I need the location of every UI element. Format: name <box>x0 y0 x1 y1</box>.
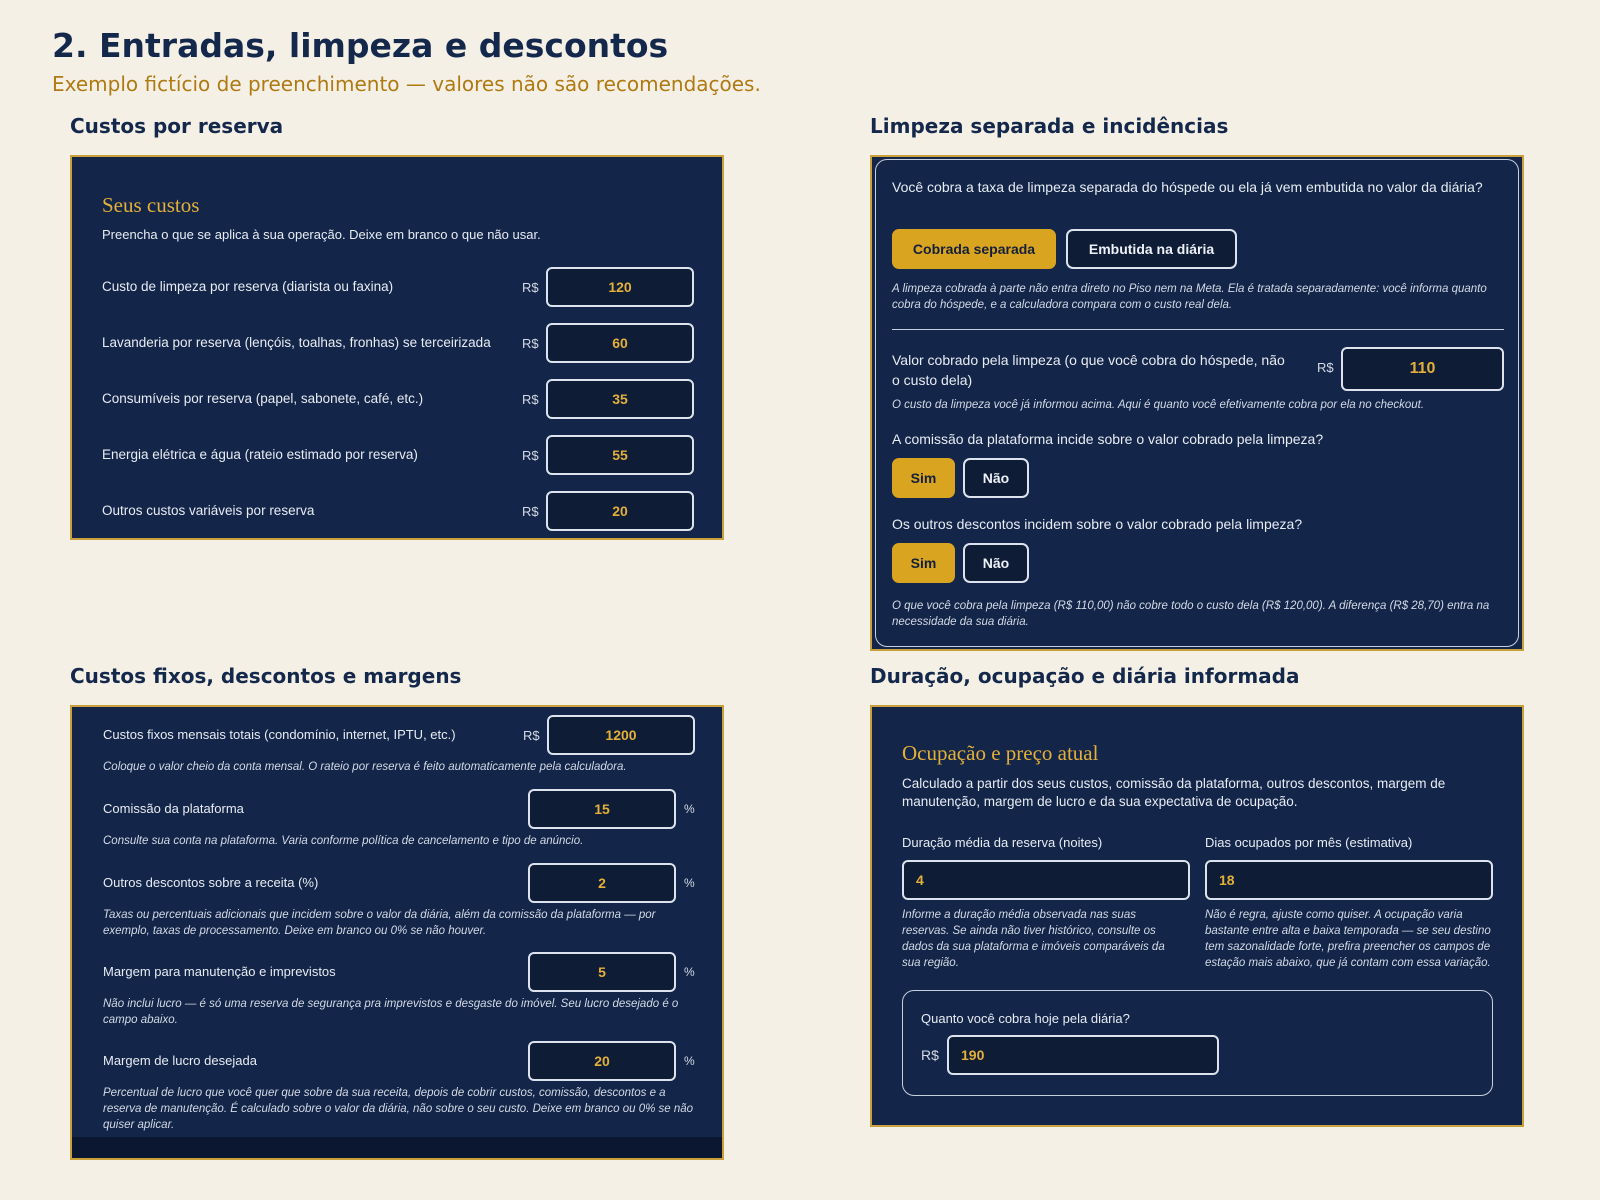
outros-custos-input[interactable]: 20 <box>546 491 694 531</box>
currency-label: R$ <box>522 448 539 463</box>
dias-input[interactable]: 18 <box>1205 860 1493 900</box>
dias-note: Não é regra, ajuste como quiser. A ocupação varia bastante entre alta e baixa temporada — se seu destino tem sazonalidade forte, prefira preencher os campos de estação mais abaixo, que já contam com essa variação. <box>1205 909 1491 969</box>
energia-input[interactable]: 55 <box>546 435 694 475</box>
manutencao-label: Margem para manutenção e imprevistos <box>103 964 336 979</box>
custo-limpeza-label: Custo de limpeza por reserva (diarista ou faxina) <box>102 279 394 294</box>
currency-label: R$ <box>522 504 539 519</box>
consumiveis-label: Consumíveis por reserva (papel, sabonete, café, etc.) <box>102 391 424 406</box>
valor-limpeza-note: O custo da limpeza você já informou acima. Aqui é quanto você efetivamente cobra por ela no checkout. <box>892 399 1425 411</box>
currency-label: R$ <box>921 1047 939 1063</box>
custos-intro: Preencha o que se aplica à sua operação. Deixe em branco o que não usar. <box>102 227 541 242</box>
panel-custos-reserva <box>70 155 724 540</box>
valor-limpeza-input[interactable]: 110 <box>1341 347 1504 391</box>
currency-label: R$ <box>522 336 539 351</box>
comissao-input[interactable]: 15 <box>528 789 676 829</box>
panel-limpeza <box>870 155 1524 651</box>
comissao-sim-button[interactable]: Sim <box>892 458 955 498</box>
manutencao-note: Não inclui lucro — é só uma reserva de segurança pra imprevistos e desgaste do imóvel. Seu lucro desejado é o campo abaixo. <box>103 998 679 1026</box>
custos-fixos-input[interactable]: 1200 <box>547 715 695 755</box>
page-title: 2. Entradas, limpeza e descontos <box>52 26 669 65</box>
manutencao-input[interactable]: 5 <box>528 952 676 992</box>
dias-label: Dias ocupados por mês (estimativa) <box>1205 835 1413 850</box>
limpeza-divider <box>892 329 1504 330</box>
consumiveis-input[interactable]: 35 <box>546 379 694 419</box>
comissao-note: Consulte sua conta na plataforma. Varia conforme política de cancelamento e tipo de anúncio. <box>103 835 584 847</box>
diaria-input[interactable]: 190 <box>947 1035 1219 1075</box>
currency-label: R$ <box>523 728 540 743</box>
limpeza-note-separada: A limpeza cobrada à parte não entra direto no Piso nem na Meta. Ela é tratada separadamente: você informa quanto cobra do hóspede, e a calculadora compara com o custo real dela. <box>892 283 1487 311</box>
outros-descontos-label: Outros descontos sobre a receita (%) <box>103 875 319 890</box>
duracao-input[interactable]: 4 <box>902 860 1190 900</box>
panel-bottom-shade <box>72 1137 724 1160</box>
percent-label: % <box>684 876 695 890</box>
panel-heading-ocupacao: Ocupação e preço atual <box>902 741 1099 765</box>
section-title-custos-reserva: Custos por reserva <box>70 114 284 138</box>
descontos-limpeza-question: Os outros descontos incidem sobre o valor cobrado pela limpeza? <box>892 516 1303 532</box>
lucro-input[interactable]: 20 <box>528 1041 676 1081</box>
lavanderia-input[interactable]: 60 <box>546 323 694 363</box>
page-subtitle: Exemplo fictício de preenchimento — valores não são recomendações. <box>52 72 761 96</box>
currency-label: R$ <box>522 392 539 407</box>
percent-label: % <box>684 1054 695 1068</box>
panel-ocupacao <box>870 705 1524 1127</box>
limpeza-question: Você cobra a taxa de limpeza separada do hóspede ou ela já vem embutida no valor da diária? <box>892 179 1483 195</box>
comissao-label: Comissão da plataforma <box>103 801 244 816</box>
comissao-limpeza-question: A comissão da plataforma incide sobre o valor cobrado pela limpeza? <box>892 431 1324 447</box>
lucro-label: Margem de lucro desejada <box>103 1053 257 1068</box>
energia-label: Energia elétrica e água (rateio estimado por reserva) <box>102 447 418 462</box>
percent-label: % <box>684 802 695 816</box>
percent-label: % <box>684 965 695 979</box>
section-title-fixos: Custos fixos, descontos e margens <box>70 664 462 688</box>
embutida-diaria-button[interactable]: Embutida na diária <box>1066 229 1237 269</box>
descontos-sim-button[interactable]: Sim <box>892 543 955 583</box>
currency-label: R$ <box>522 280 539 295</box>
descontos-nao-button[interactable]: Não <box>963 543 1029 583</box>
cobrada-separada-button[interactable]: Cobrada separada <box>892 229 1056 269</box>
section-title-limpeza: Limpeza separada e incidências <box>870 114 1229 138</box>
currency-label: R$ <box>1317 360 1334 375</box>
outros-descontos-note: Taxas ou percentuais adicionais que incidem sobre o valor da diária, além da comissão da plataforma — por exemplo, taxas de processamento. Deixe em branco ou 0% se não houver. <box>103 909 656 937</box>
lucro-note: Percentual de lucro que você quer que sobre da sua receita, depois de cobrir custos, comissão, descontos e a reserva de manutenção. É calculado sobre o valor da diária, não sobre o seu custo. Deixe em branco ou 0% se não quiser aplicar. <box>103 1087 694 1131</box>
section-title-duracao: Duração, ocupação e diária informada <box>870 664 1300 688</box>
ocupacao-intro: Calculado a partir dos seus custos, comissão da plataforma, outros descontos, margem de manutenção, margem de lucro e da sua expectativa de ocupação. <box>902 776 1446 809</box>
custo-limpeza-input[interactable]: 120 <box>546 267 694 307</box>
comissao-nao-button[interactable]: Não <box>963 458 1029 498</box>
limpeza-diferenca-note: O que você cobra pela limpeza (R$ 110,00) não cobre todo o custo dela (R$ 120,00). A diferença (R$ 28,70) entra na necessidade da sua diária. <box>892 600 1490 628</box>
panel-fixos <box>70 705 724 1160</box>
panel-heading-seus-custos: Seus custos <box>102 193 200 217</box>
custos-fixos-note: Coloque o valor cheio da conta mensal. O rateio por reserva é feito automaticamente pela calculadora. <box>103 761 627 773</box>
duracao-label: Duração média da reserva (noites) <box>902 835 1103 850</box>
outros-descontos-input[interactable]: 2 <box>528 863 676 903</box>
diaria-label: Quanto você cobra hoje pela diária? <box>921 1011 1130 1026</box>
duracao-note: Informe a duração média observada nas suas reservas. Se ainda não tiver histórico, consulte os dados da sua plataforma e imóveis comparáveis da sua região. <box>902 909 1165 969</box>
lavanderia-label: Lavanderia por reserva (lençóis, toalhas, fronhas) se terceirizada <box>102 335 491 350</box>
valor-limpeza-label: Valor cobrado pela limpeza (o que você cobra do hóspede, não o custo dela) <box>892 352 1285 388</box>
custos-fixos-label: Custos fixos mensais totais (condomínio, internet, IPTU, etc.) <box>103 727 456 742</box>
outros-custos-label: Outros custos variáveis por reserva <box>102 503 315 518</box>
